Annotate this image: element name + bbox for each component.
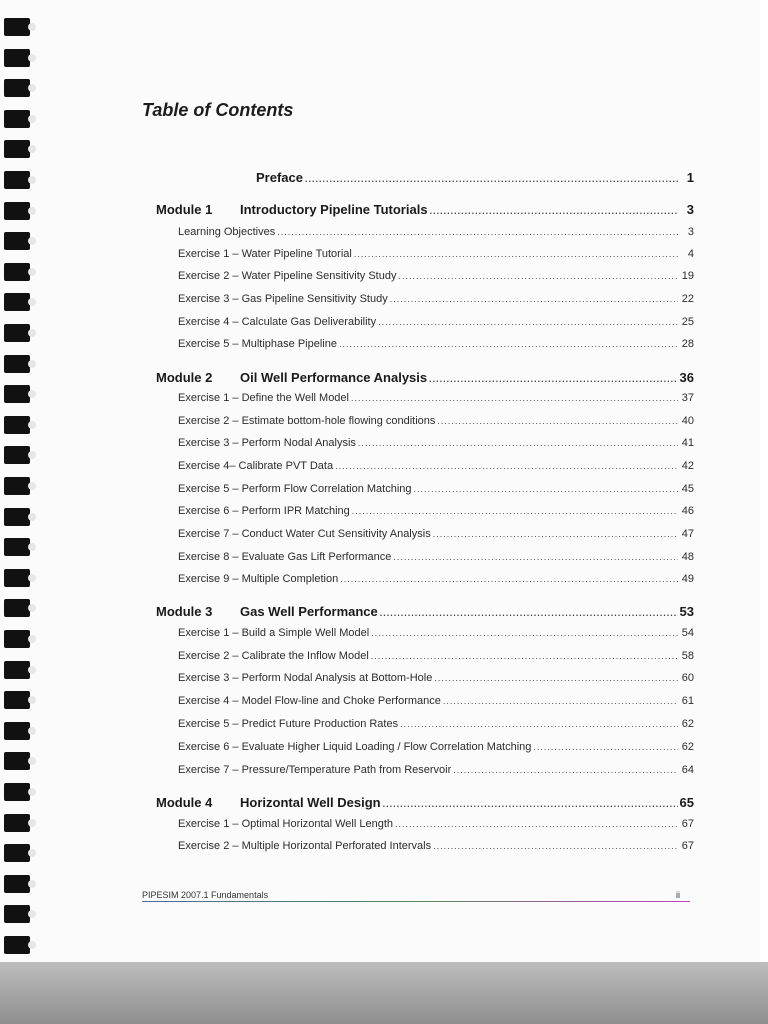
toc-entry bbox=[178, 316, 694, 328]
toc-entry-title: Exercise 2 – Calibrate the Inflow Model bbox=[178, 650, 369, 662]
toc-page-number: 25 bbox=[681, 316, 694, 328]
toc-page-number: 60 bbox=[681, 672, 694, 684]
binding-ring bbox=[4, 599, 30, 617]
toc-section-heading bbox=[156, 202, 694, 217]
scan-background bbox=[0, 962, 768, 1024]
toc-entry bbox=[178, 248, 694, 260]
toc-page-number: 22 bbox=[681, 293, 694, 305]
toc-page-number: 46 bbox=[681, 505, 694, 517]
dot-leader bbox=[305, 174, 678, 184]
binding-ring bbox=[4, 783, 30, 801]
dot-leader bbox=[414, 484, 678, 494]
toc-entry bbox=[178, 392, 694, 404]
footer-rule bbox=[142, 901, 690, 902]
dot-leader bbox=[395, 819, 678, 829]
binding-ring bbox=[4, 385, 30, 403]
toc-page-number: 28 bbox=[681, 338, 694, 350]
binding-ring bbox=[4, 752, 30, 770]
toc-entry-title: Exercise 2 – Multiple Horizontal Perforated Intervals bbox=[178, 840, 432, 852]
dot-leader bbox=[339, 339, 678, 349]
toc-entry bbox=[178, 293, 694, 305]
dot-leader bbox=[433, 529, 678, 539]
toc-entry-title: Exercise 1 – Define the Well Model bbox=[178, 392, 349, 404]
toc-entry-title: Learning Objectives bbox=[178, 226, 276, 238]
dot-leader bbox=[380, 608, 678, 618]
dot-leader bbox=[383, 799, 678, 809]
toc-module-number: Module 4 bbox=[156, 795, 213, 810]
toc-section-heading bbox=[156, 604, 694, 619]
toc-module-number: Module 2 bbox=[156, 370, 213, 385]
toc-entry bbox=[178, 551, 694, 563]
spiral-binding bbox=[0, 18, 34, 958]
binding-ring bbox=[4, 324, 30, 342]
toc-page-number: 41 bbox=[681, 437, 694, 449]
binding-ring bbox=[4, 936, 30, 954]
toc-module-number: Module 1 bbox=[156, 202, 213, 217]
binding-ring bbox=[4, 538, 30, 556]
toc-entry bbox=[178, 483, 694, 495]
toc-entry bbox=[178, 528, 694, 540]
binding-ring bbox=[4, 355, 30, 373]
toc-entry bbox=[178, 226, 694, 238]
binding-ring bbox=[4, 18, 30, 36]
toc-page-number: 65 bbox=[679, 795, 694, 810]
toc-entry-title: Horizontal Well Design bbox=[240, 795, 381, 810]
dot-leader bbox=[277, 227, 678, 237]
binding-ring bbox=[4, 569, 30, 587]
toc-entry bbox=[178, 672, 694, 684]
dot-leader bbox=[400, 719, 678, 729]
toc-entry-title: Exercise 6 – Evaluate Higher Liquid Loading / Flow Correlation Matching bbox=[178, 741, 532, 753]
dot-leader bbox=[390, 294, 678, 304]
toc-section-heading bbox=[156, 170, 694, 185]
toc-entry-title: Exercise 1 – Build a Simple Well Model bbox=[178, 627, 370, 639]
binding-ring bbox=[4, 477, 30, 495]
dot-leader bbox=[437, 416, 678, 426]
toc-entry-title: Exercise 2 – Water Pipeline Sensitivity Study bbox=[178, 270, 397, 282]
toc-entry-title: Exercise 3 – Perform Nodal Analysis at Bottom-Hole bbox=[178, 672, 433, 684]
binding-ring bbox=[4, 691, 30, 709]
toc-page-number: 36 bbox=[679, 370, 694, 385]
binding-ring bbox=[4, 171, 30, 189]
toc-page-number: 1 bbox=[686, 170, 694, 185]
toc-entry bbox=[178, 505, 694, 517]
toc-entry-title: Exercise 7 – Conduct Water Cut Sensitivity Analysis bbox=[178, 528, 431, 540]
toc-page-number: 40 bbox=[681, 415, 694, 427]
binding-ring bbox=[4, 232, 30, 250]
toc-page-number: 48 bbox=[681, 551, 694, 563]
dot-leader bbox=[434, 673, 678, 683]
binding-ring bbox=[4, 293, 30, 311]
binding-ring bbox=[4, 140, 30, 158]
dot-leader bbox=[371, 651, 678, 661]
toc-entry bbox=[178, 627, 694, 639]
toc-section-heading bbox=[156, 370, 694, 385]
toc-entry-title: Exercise 6 – Perform IPR Matching bbox=[178, 505, 350, 517]
binding-ring bbox=[4, 875, 30, 893]
toc-entry bbox=[178, 270, 694, 282]
toc-entry-title: Exercise 4 – Calculate Gas Deliverability bbox=[178, 316, 377, 328]
binding-ring bbox=[4, 905, 30, 923]
binding-ring bbox=[4, 49, 30, 67]
binding-ring bbox=[4, 79, 30, 97]
toc-entry-title: Exercise 3 – Perform Nodal Analysis bbox=[178, 437, 356, 449]
toc-page-number: 37 bbox=[681, 392, 694, 404]
toc-entry bbox=[178, 764, 694, 776]
toc-entry bbox=[178, 415, 694, 427]
toc-entry-title: Exercise 7 – Pressure/Temperature Path from Reservoir bbox=[178, 764, 452, 776]
toc-entry-title: Exercise 2 – Estimate bottom-hole flowing conditions bbox=[178, 415, 436, 427]
toc-entry-title: Exercise 5 – Perform Flow Correlation Matching bbox=[178, 483, 412, 495]
toc-page-number: 61 bbox=[681, 695, 694, 707]
toc-entry-title: Exercise 8 – Evaluate Gas Lift Performance bbox=[178, 551, 392, 563]
toc-entry-title: Exercise 1 – Water Pipeline Tutorial bbox=[178, 248, 352, 260]
toc-entry bbox=[178, 650, 694, 662]
toc-page-number: 49 bbox=[681, 573, 694, 585]
toc-page-number: 4 bbox=[687, 248, 694, 260]
toc-page-number: 64 bbox=[681, 764, 694, 776]
toc-page-number: 47 bbox=[681, 528, 694, 540]
toc-entry-title: Exercise 5 – Predict Future Production Rates bbox=[178, 718, 399, 730]
dot-leader bbox=[358, 438, 678, 448]
dot-leader bbox=[351, 393, 678, 403]
binding-ring bbox=[4, 814, 30, 832]
page-title: Table of Contents bbox=[142, 100, 294, 120]
binding-ring bbox=[4, 416, 30, 434]
toc-entry bbox=[178, 718, 694, 730]
binding-ring bbox=[4, 844, 30, 862]
toc-entry-title: Preface bbox=[256, 170, 303, 185]
toc-page-number: 3 bbox=[687, 226, 694, 238]
binding-ring bbox=[4, 630, 30, 648]
toc-entry-title: Exercise 9 – Multiple Completion bbox=[178, 573, 339, 585]
toc-entry bbox=[178, 338, 694, 350]
dot-leader bbox=[398, 271, 678, 281]
binding-ring bbox=[4, 202, 30, 220]
binding-ring bbox=[4, 110, 30, 128]
toc-entry-title: Exercise 3 – Gas Pipeline Sensitivity Study bbox=[178, 293, 388, 305]
dot-leader bbox=[429, 374, 677, 384]
toc-page-number: 54 bbox=[681, 627, 694, 639]
binding-ring bbox=[4, 263, 30, 281]
dot-leader bbox=[340, 574, 678, 584]
dot-leader bbox=[335, 461, 678, 471]
toc-page-number: 67 bbox=[681, 818, 694, 830]
toc-page-number: 42 bbox=[681, 460, 694, 472]
toc-page-number: 53 bbox=[679, 604, 694, 619]
dot-leader bbox=[533, 742, 678, 752]
toc-entry bbox=[178, 437, 694, 449]
dot-leader bbox=[433, 841, 678, 851]
toc-entry-title: Exercise 4– Calibrate PVT Data bbox=[178, 460, 334, 472]
toc-entry bbox=[178, 818, 694, 830]
dot-leader bbox=[378, 317, 678, 327]
dot-leader bbox=[393, 552, 678, 562]
toc-entry bbox=[178, 573, 694, 585]
footer-page-number: ii bbox=[676, 890, 680, 900]
dot-leader bbox=[371, 628, 678, 638]
toc-module-number: Module 3 bbox=[156, 604, 213, 619]
toc-section-heading bbox=[156, 795, 694, 810]
binding-ring bbox=[4, 661, 30, 679]
toc-page-number: 3 bbox=[686, 202, 694, 217]
toc-page-number: 62 bbox=[681, 741, 694, 753]
toc-entry-title: Introductory Pipeline Tutorials bbox=[240, 202, 428, 217]
dot-leader bbox=[430, 206, 678, 216]
toc-page-number: 19 bbox=[681, 270, 694, 282]
toc-entry bbox=[178, 840, 694, 852]
toc-entry bbox=[178, 460, 694, 472]
binding-ring bbox=[4, 722, 30, 740]
toc-entry-title: Oil Well Performance Analysis bbox=[240, 370, 428, 385]
toc-entry-title: Exercise 5 – Multiphase Pipeline bbox=[178, 338, 337, 350]
toc-page-number: 67 bbox=[681, 840, 694, 852]
footer-title: PIPESIM 2007.1 Fundamentals bbox=[142, 890, 269, 900]
toc-page-number: 58 bbox=[681, 650, 694, 662]
toc-page-number: 45 bbox=[681, 483, 694, 495]
dot-leader bbox=[443, 696, 678, 706]
toc-entry-title: Gas Well Performance bbox=[240, 604, 378, 619]
binding-ring bbox=[4, 508, 30, 526]
toc-page-number: 62 bbox=[681, 718, 694, 730]
dot-leader bbox=[453, 765, 678, 775]
toc-entry bbox=[178, 741, 694, 753]
toc-entry-title: Exercise 1 – Optimal Horizontal Well Length bbox=[178, 818, 394, 830]
dot-leader bbox=[354, 249, 678, 259]
toc-entry bbox=[178, 695, 694, 707]
toc-entry-title: Exercise 4 – Model Flow-line and Choke Performance bbox=[178, 695, 441, 707]
dot-leader bbox=[352, 506, 678, 516]
binding-ring bbox=[4, 446, 30, 464]
